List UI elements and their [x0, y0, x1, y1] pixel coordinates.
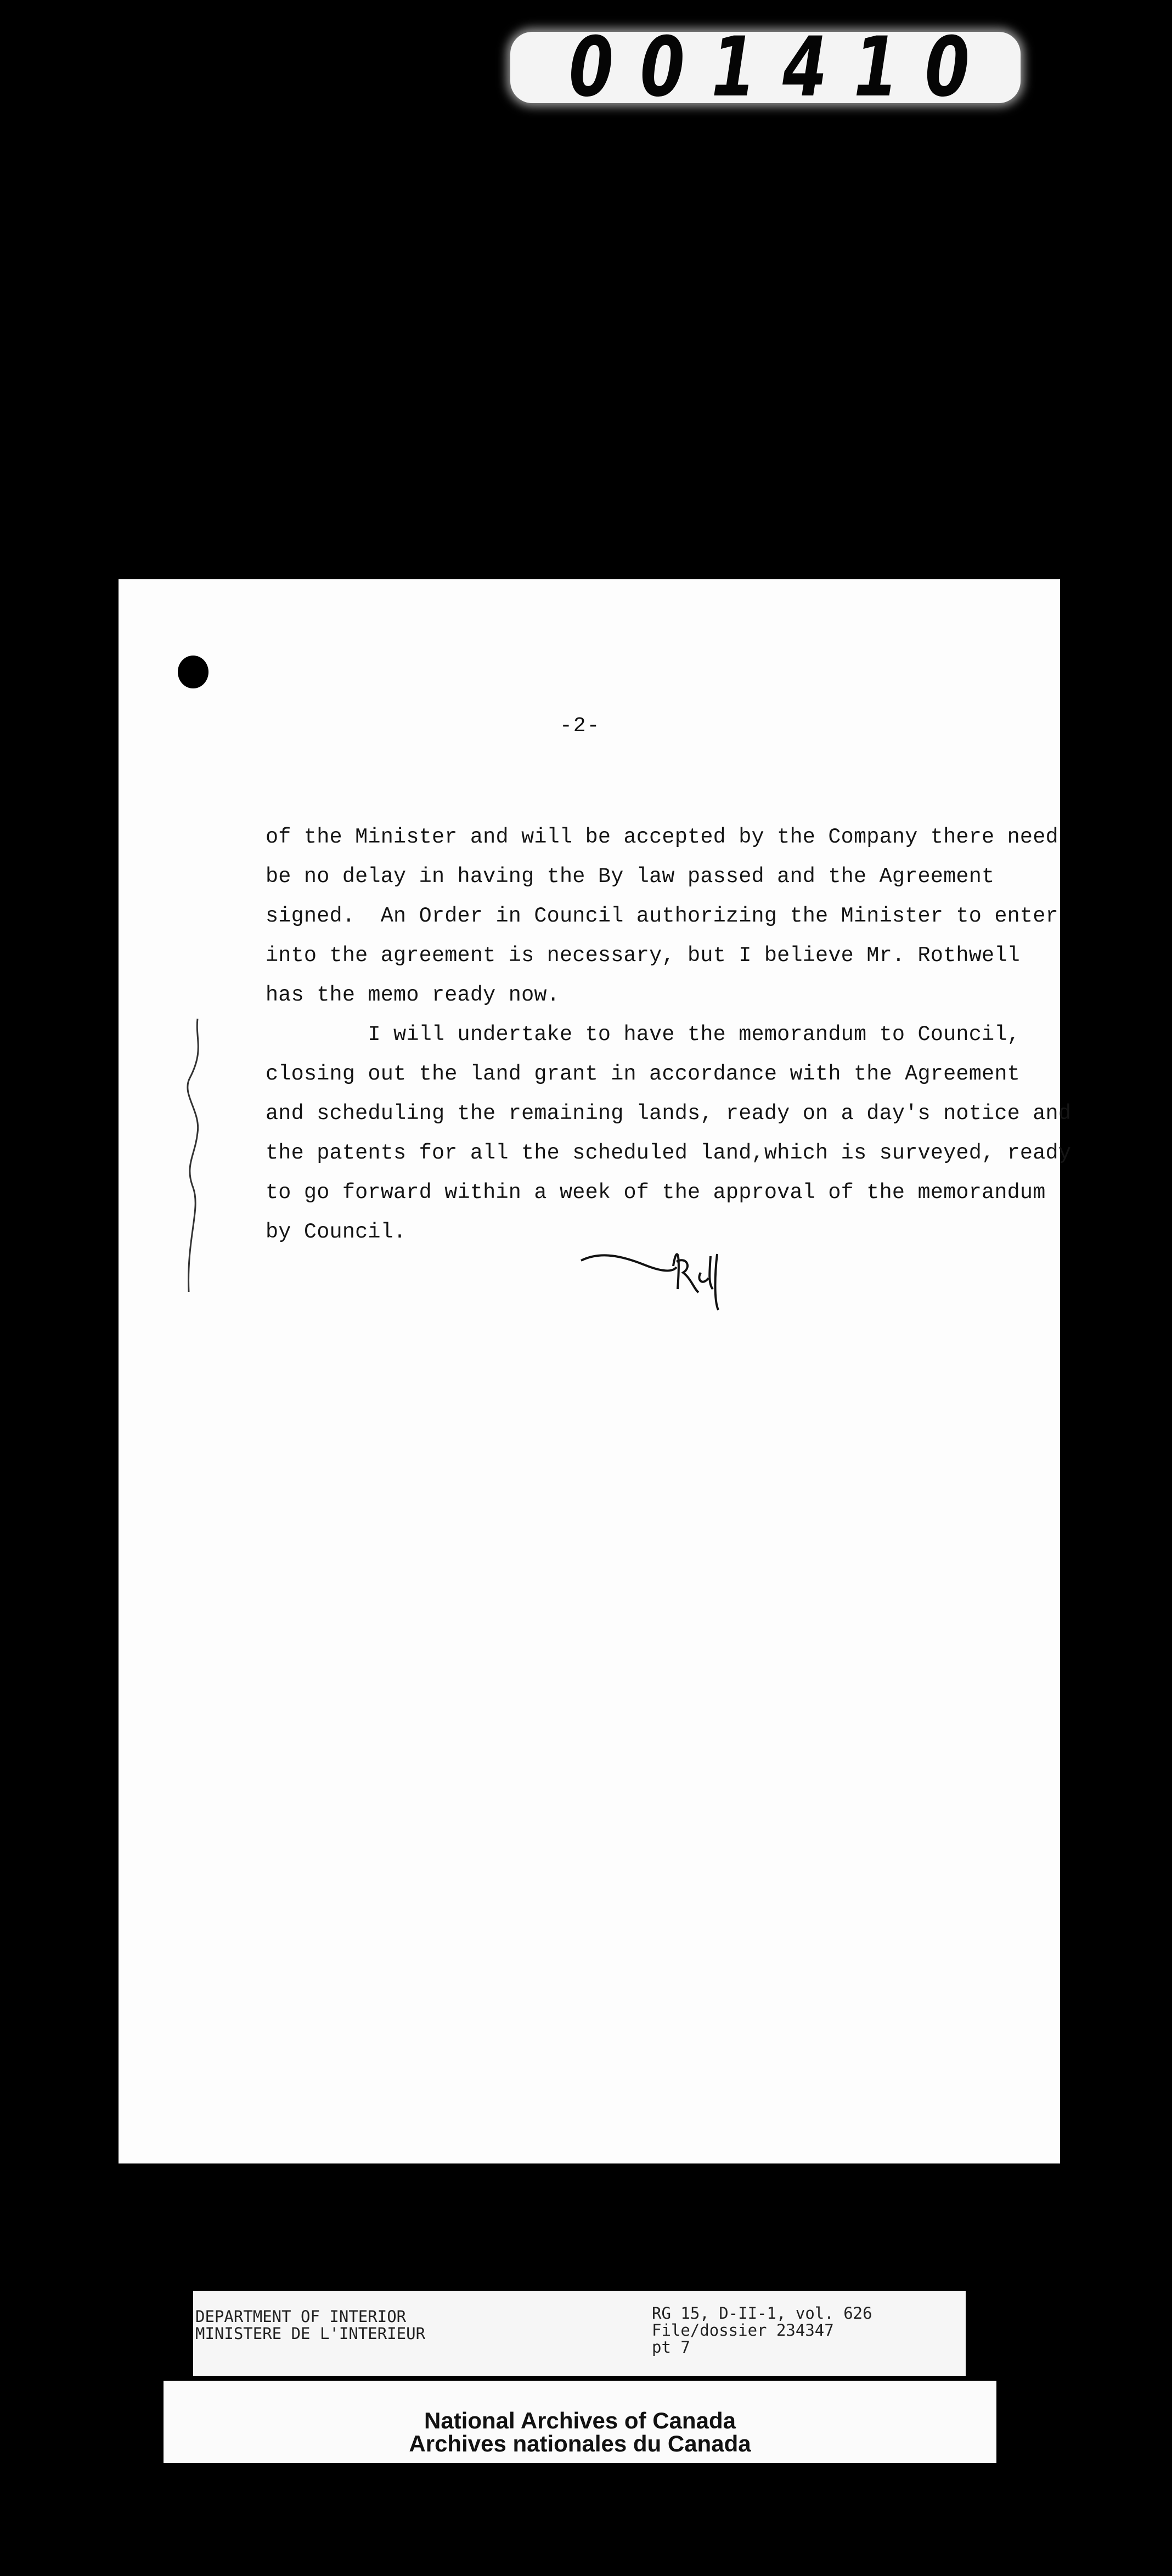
body-line: of the Minister and will be accepted by the Company there need — [266, 825, 1058, 849]
archives-banner — [164, 2381, 996, 2463]
body-line: signed. An Order in Council authorizing the Minister to enter — [266, 904, 1058, 928]
body-line: the patents for all the scheduled land,which is surveyed, ready — [266, 1141, 1072, 1165]
archives-name-fr: Archives nationales du Canada — [409, 2431, 751, 2456]
reference-line: RG 15, D-II-1, vol. 626 — [652, 2304, 872, 2323]
body-line: and scheduling the remaining lands, ready on a day's notice and — [266, 1101, 1072, 1126]
handwritten-signature — [579, 1240, 754, 1311]
body-line: into the agreement is necessary, but I believe Mr. Rothwell — [266, 944, 1020, 968]
letter-body — [266, 817, 1072, 1252]
frame-number: 001410 — [568, 20, 996, 115]
archives-name-en: National Archives of Canada — [424, 2408, 736, 2433]
body-line: I will undertake to have the memorandum to Council, — [266, 1023, 1020, 1047]
body-line: be no delay in having the By law passed and the Agreement — [266, 865, 995, 889]
reference-block — [652, 2305, 872, 2356]
page-number: -2- — [560, 714, 601, 738]
punch-hole — [178, 656, 209, 688]
body-line: by Council. — [266, 1220, 407, 1244]
reference-line: File/dossier 234347 — [652, 2321, 834, 2340]
margin-pencil-mark — [179, 1018, 212, 1292]
body-line: has the memo ready now. — [266, 983, 560, 1007]
department-fr: MINISTERE DE L'INTERIEUR — [195, 2324, 426, 2343]
reference-line: pt 7 — [652, 2338, 690, 2357]
archive-reference-label — [193, 2291, 966, 2376]
department-en: DEPARTMENT OF INTERIOR — [195, 2307, 407, 2326]
department-block — [195, 2308, 425, 2342]
body-line: closing out the land grant in accordance with the Agreement — [266, 1062, 1020, 1086]
body-line: to go forward within a week of the approval of the memorandum — [266, 1180, 1046, 1205]
frame-counter — [510, 20, 1021, 115]
